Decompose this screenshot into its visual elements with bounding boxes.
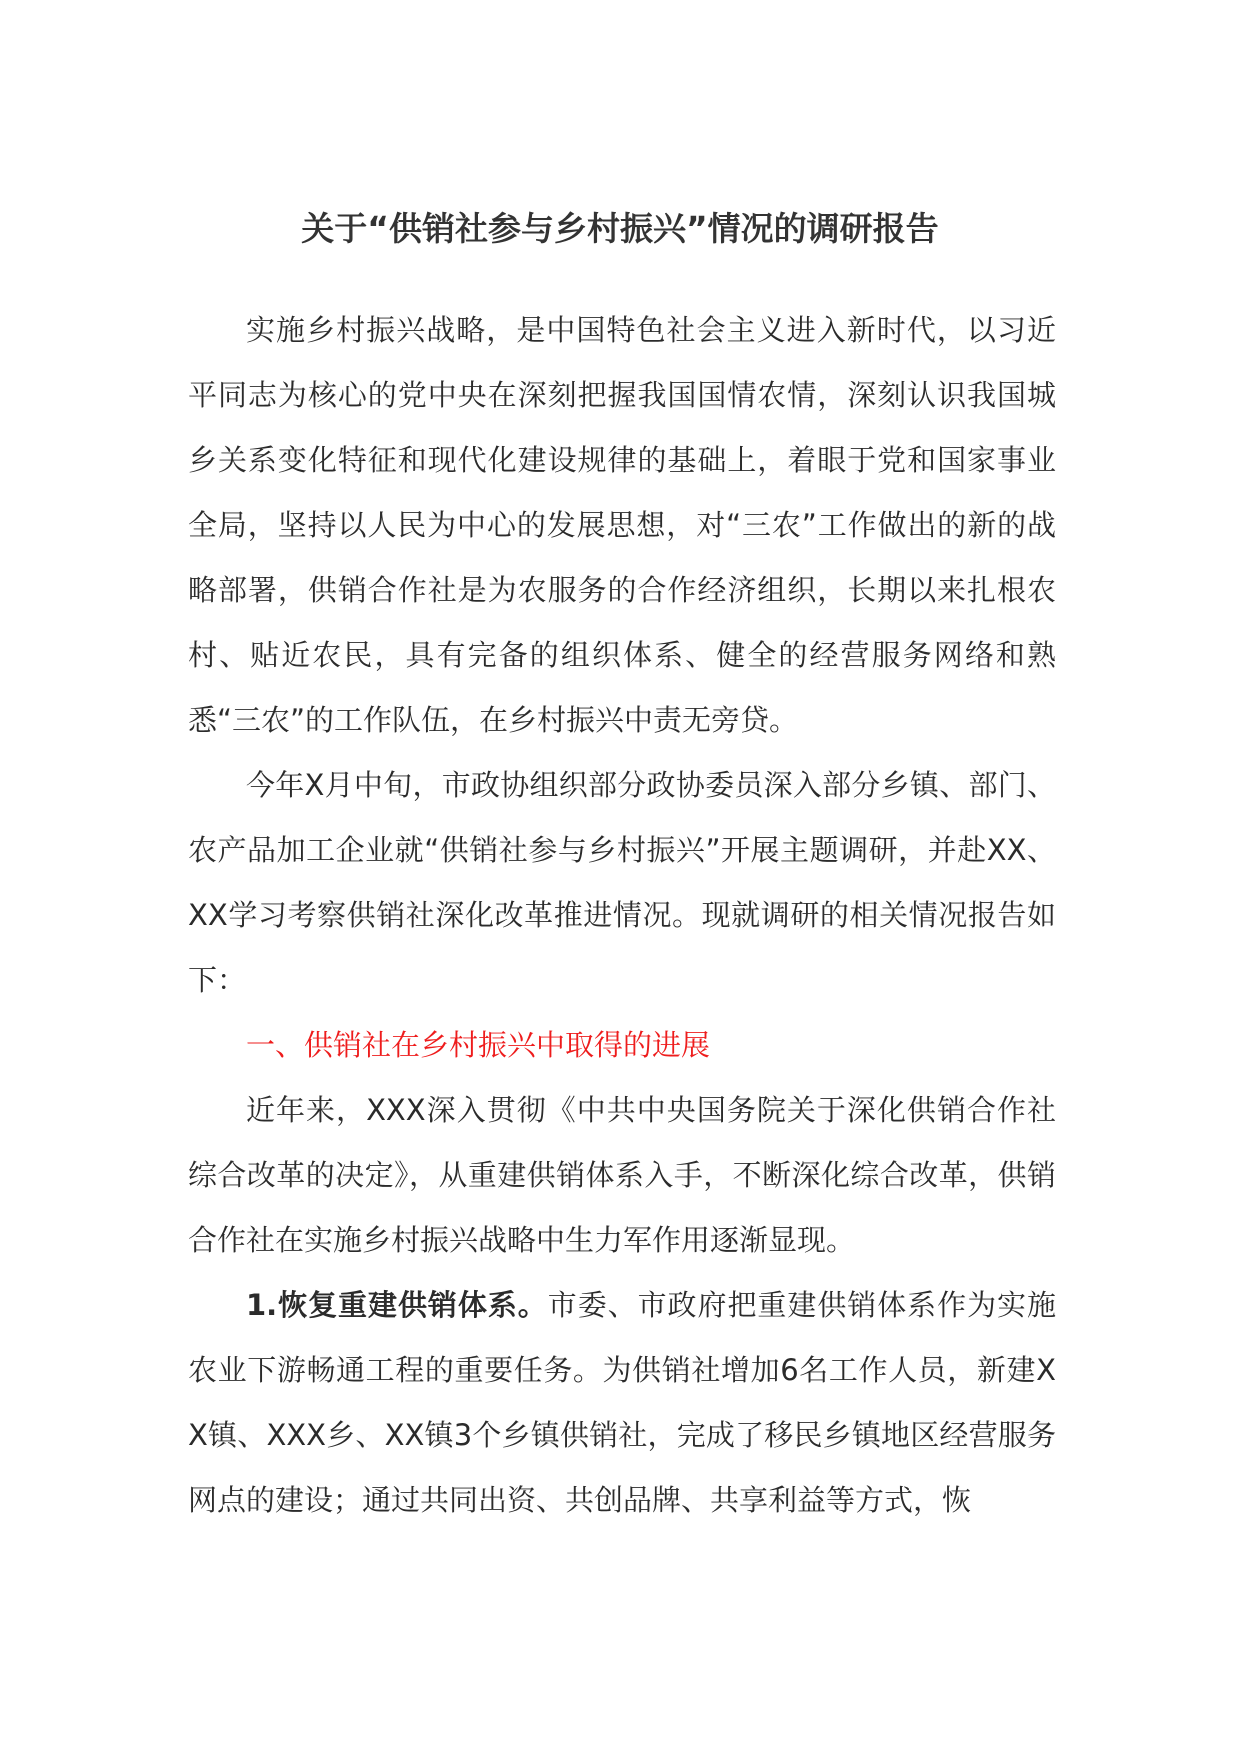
paragraph-progress: 近年来，XXX深入贯彻《中共中央国务院关于深化供销合作社综合改革的决定》，从重建供销体系入手，不断深化综合改革，供销合作社在实施乡村振兴战略中生力军作用逐渐显现。 [188, 1093, 1056, 1257]
paragraph-survey: 今年X月中旬，市政协组织部分政协委员深入部分乡镇、部门、农产品加工企业就“供销社参与乡村振兴”开展主题调研，并赴XX、XX学习考察供销社深化改革推进情况。现就调研的相关情况报告如下： [188, 768, 1056, 997]
document-body [188, 298, 1056, 1533]
document-title: 关于“供销社参与乡村振兴”情况的调研报告 [301, 209, 939, 248]
item-text: 市委、市政府把重建供销体系作为实施农业下游畅通工程的重要任务。为供销社增加6名工作人员，新建XX镇、XXX乡、XX镇3个乡镇供销社，完成了移民乡镇地区经营服务网点的建设；通过共同出资、共创品牌、共享利益等方式，恢 [188, 1288, 1056, 1517]
item-lead: 1.恢复重建供销体系。 [246, 1288, 548, 1322]
paragraph-intro: 实施乡村振兴战略，是中国特色社会主义进入新时代，以习近平同志为核心的党中央在深刻把握我国国情农情，深刻认识我国城乡关系变化特征和现代化建设规律的基础上，着眼于党和国家事业全局，坚持以人民为中心的发展思想，对“三农”工作做出的新的战略部署，供销合作社是为农服务的合作经济组织，长期以来扎根农村、贴近农民，具有完备的组织体系、健全的经营服务网络和熟悉“三农”的工作队伍，在乡村振兴中责无旁贷。 [188, 313, 1056, 737]
section-heading: 一、供销社在乡村振兴中取得的进展 [246, 1028, 711, 1062]
numbered-item-1 [188, 1273, 1056, 1533]
